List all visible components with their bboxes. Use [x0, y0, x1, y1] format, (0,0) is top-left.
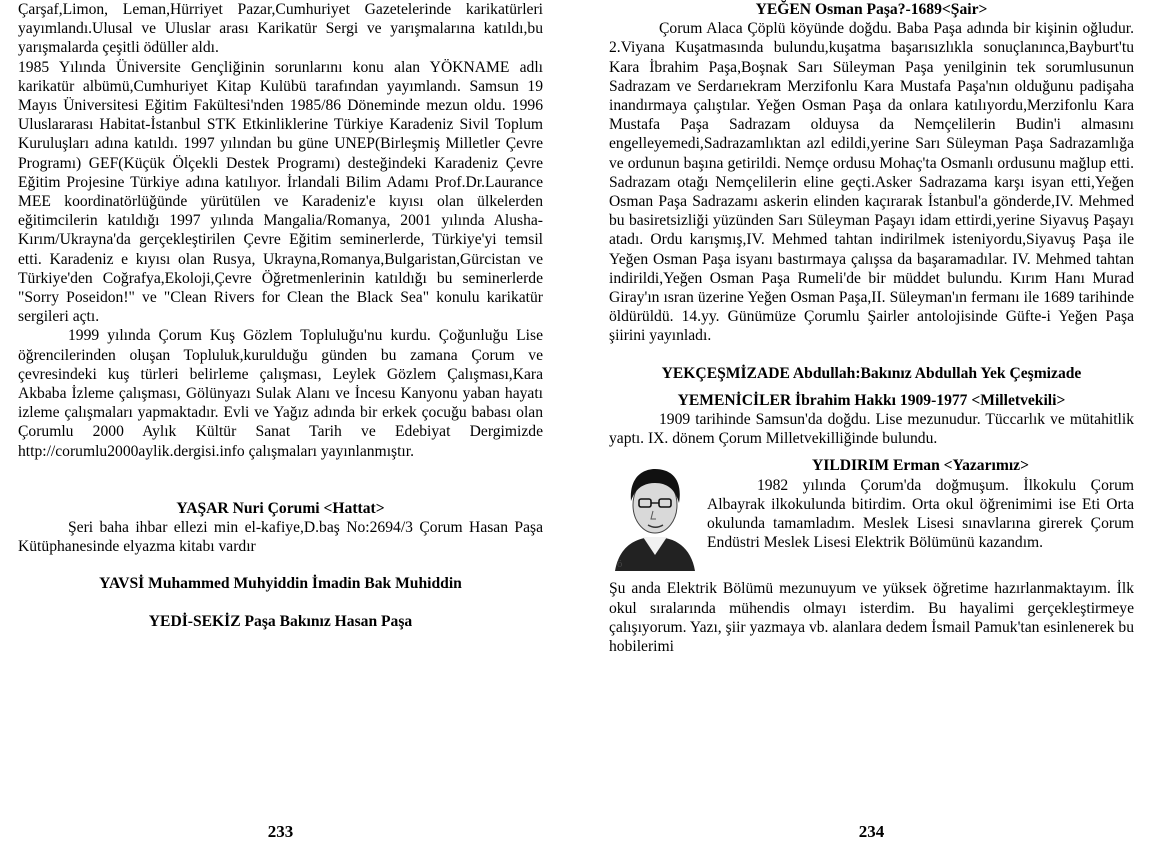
page-number-right: 234	[858, 822, 885, 841]
svg-text:ö: ö	[617, 560, 623, 571]
page-number-left: 233	[267, 822, 294, 841]
paragraph-biography-career: 1985 Yılında Üniversite Gençliğinin sorunlarını konu alan YÖKNAME adlı karikatür albümü,Cumhuriyet Kitap Kulübü tarafından yayımlandı. Samsun 19 Mayıs Üniversitesi Eğitim Fakültesi'nden 1985/86 Döneminde mezun oldu. 1996 Uluslararası Habitat-İstanbul STK Etkinliklerine Türkiye Karadeniz Sivil Toplum Kuruluşları adına katıldı. 1997 yılından bu güne UNEP(Birleşmiş Milletler Çevre Programı) GEF(Küçük Ölçekli Destek Programı) desteğindeki Karadeniz Çevre Eğitim Projesine Türkiye adına katılıyor. İrlandali Bilim Adamı Prof.Dr.Laurance MEE koordinatörlüğünde yürütülen ve Karadeniz'e kıyısı olan ülkelerden eğitimcilerin katıldığı 1997 yılında Mangalia/Romanya, 2001 yılında Alusha-Kırım/Ukrayna'da gerçekleştirilen Çevre Eğitim seminerlerde, Türkiye'yi temsil etti. Karadeniz e kıyısı olan Rusya, Ukrayna,Romanya,Bulgaristan,Gürcistan ve Türkiye'den Coğrafya,Ekoloji,Çevre Öğretmenlerinin katıldığı bu seminerlerde "Sorry Poseidon!" ve "Clean Rivers for Clean the Black Sea" konulu karikatür sergileri açtı.	[18, 58, 543, 326]
portrait-illustration	[613, 459, 697, 571]
entry-heading-yekcesmizade: YEKÇEŞMİZADE Abdullah:Bakınız Abdullah Yek Çeşmizade	[661, 364, 1082, 382]
portrait-photo	[613, 459, 697, 571]
entry-heading-yasar: YAŞAR Nuri Çorumi <Hattat>	[176, 499, 385, 517]
paragraph-cartoon-publications: Çarşaf,Limon, Leman,Hürriyet Pazar,Cumhuriyet Gazetelerinde karikatürleri yayımlandı.Ulusal ve Uluslar arası Karikatür Sergi ve yarışmalarına katıldı,bu yarışmalarda çeşitli ödüller aldı.	[18, 1, 543, 57]
entry-heading-yegen: YEĞEN Osman Paşa?-1689<Şair>	[755, 1, 988, 18]
paragraph-bird-watching: 1999 yılında Çorum Kuş Gözlem Topluluğu'nu kurdu. Çoğunluğu Lise öğrencilerinden oluşan Topluluk,kurulduğu günden bu zamana Çorum ve çevresindeki kuş türleri belirleme çalışması, Leylek Gözlem Çalışması,Kara Akbaba İzleme çalışması, Gölünyazı Sulak Alanı ve İncesu Kanyonu yaban hayatı izleme çalışmaları yapmaktadır. Evli ve Yağız adında bir erkek çocuğu babası olan Çorumlu 2000 Aylık Kültür Sanat Tarih ve Edebiyat Dergimizde http://corumlu2000aylik.dergisi.info çalışmaları yayınlanmıştır.	[18, 327, 543, 460]
left-page	[18, 0, 543, 852]
entry-text-yasar: Şeri baha ihbar ellezi min el-kafiye,D.baş No:2694/3 Çorum Hasan Paşa Kütüphanesinde elyazma kitabı vardır	[18, 519, 543, 556]
entry-text-yemeniciler: 1909 tarihinde Samsun'da doğdu. Lise mezunudur. Tüccarlık ve mütahitlik yaptı. IX. dönem Çorum Milletvekilliğinde bulundu.	[609, 411, 1134, 448]
entry-heading-yemeniciler: YEMENİCİLER İbrahim Hakkı 1909-1977 <Milletvekili>	[677, 391, 1066, 409]
entry-text-yegen: Çorum Alaca Çöplü köyünde doğdu. Baba Paşa adında bir kişinin oğludur. 2.Viyana Kuşatmasında bulundu,kuşatma başarısızlıkla sonuçlanınca,Bayburt'tu Kara İbrahim Paşa,Boşnak Sarı Süleyman Paşa yenilginin tek sorumlusunun Sadrazam ve Serdarıekram Merzifonlu Kara Mustafa Paşa'nın olduğunu padişaha inandırmaya çalıştılar. Yeğen Osman Paşa da onlara katılıyordu,Merzifonlu Kara Mustafa Paşa Sadrazam olduysa da Nemçelilerin Budin'i almasını engelleyemedi,Sadrazamlıktan azl edildi,yerine Sarı Süleyman Paşa Sadrazamlığa ve ordunun başına getirildi. Nemçe ordusu Mohaç'ta Osmanlı ordusunu mağlup etti. Sadrazam otağı Nemçelilerin eline geçti.Asker Sadrazama karşı isyan etti,Yeğen Osman Paşa Sadrazamı askerin elinden kaçırarak İstanbul'a gönderde,IV. Mehmed bu basiretsizliği yüzünden Sarı Süleyman Paşayı idam ettirdi,yerine Siyavuş Paşayı atadı. Ordu karışmış,IV. Mehmed tahtan indirilmek isteniyordu,Siyavuş Paşa ile Yeğen Osman Paşa isyanı bastırmaya çalışsa da başaramadılar. IV. Mehmed tahtan indirildi,Yeğen Osman Paşa Rumeli'de bir müddet bulundu. Kırım Hanı Murad Giray'ın ısran üzerine Yeğen Osman Paşa,II. Süleyman'ın fermanı ile 1689 tarihinde öldürüldü. 14.yy. Günümüze Çorumlu Şairler antolojisinde Güfte-i Yeğen Paşa şiirini yayınladı.	[609, 20, 1134, 345]
right-page	[609, 0, 1134, 852]
entry-text-yildirim-continued: Şu anda Elektrik Bölümü mezunuyum ve yüksek öğretime hazırlanmaktayım. İlk okul sıralarında mühendis olmayı isterdim. Bu hayalimi gerçekleştirmeye çalışıyorum. Yazı, şiir yazmaya vb. alanlara dedem İsmail Pamuk'tan esinlenerek bu hobilerimi	[609, 580, 1134, 656]
entry-heading-yavsi: YAVSİ Muhammed Muhyiddin İmadin Bak Muhiddin	[99, 575, 462, 593]
entry-heading-yedi-sekiz: YEDİ-SEKİZ Paşa Bakınız Hasan Paşa	[148, 612, 413, 630]
entry-heading-yildirim: YILDIRIM Erman <Yazarımız>	[811, 457, 1029, 475]
entry-text-yildirim: 1982 yılında Çorum'da doğmuşum. İlkokulu Çorum Albayrak ilkokulunda bitirdim. Orta okul öğrenimimi ise Eti Orta okulunda tamamladım. Meslek Lisesi sınavlarına girerek Çorum Endüstri Meslek Lisesi Elektrik Bölümünü kazandım.	[707, 476, 1134, 552]
